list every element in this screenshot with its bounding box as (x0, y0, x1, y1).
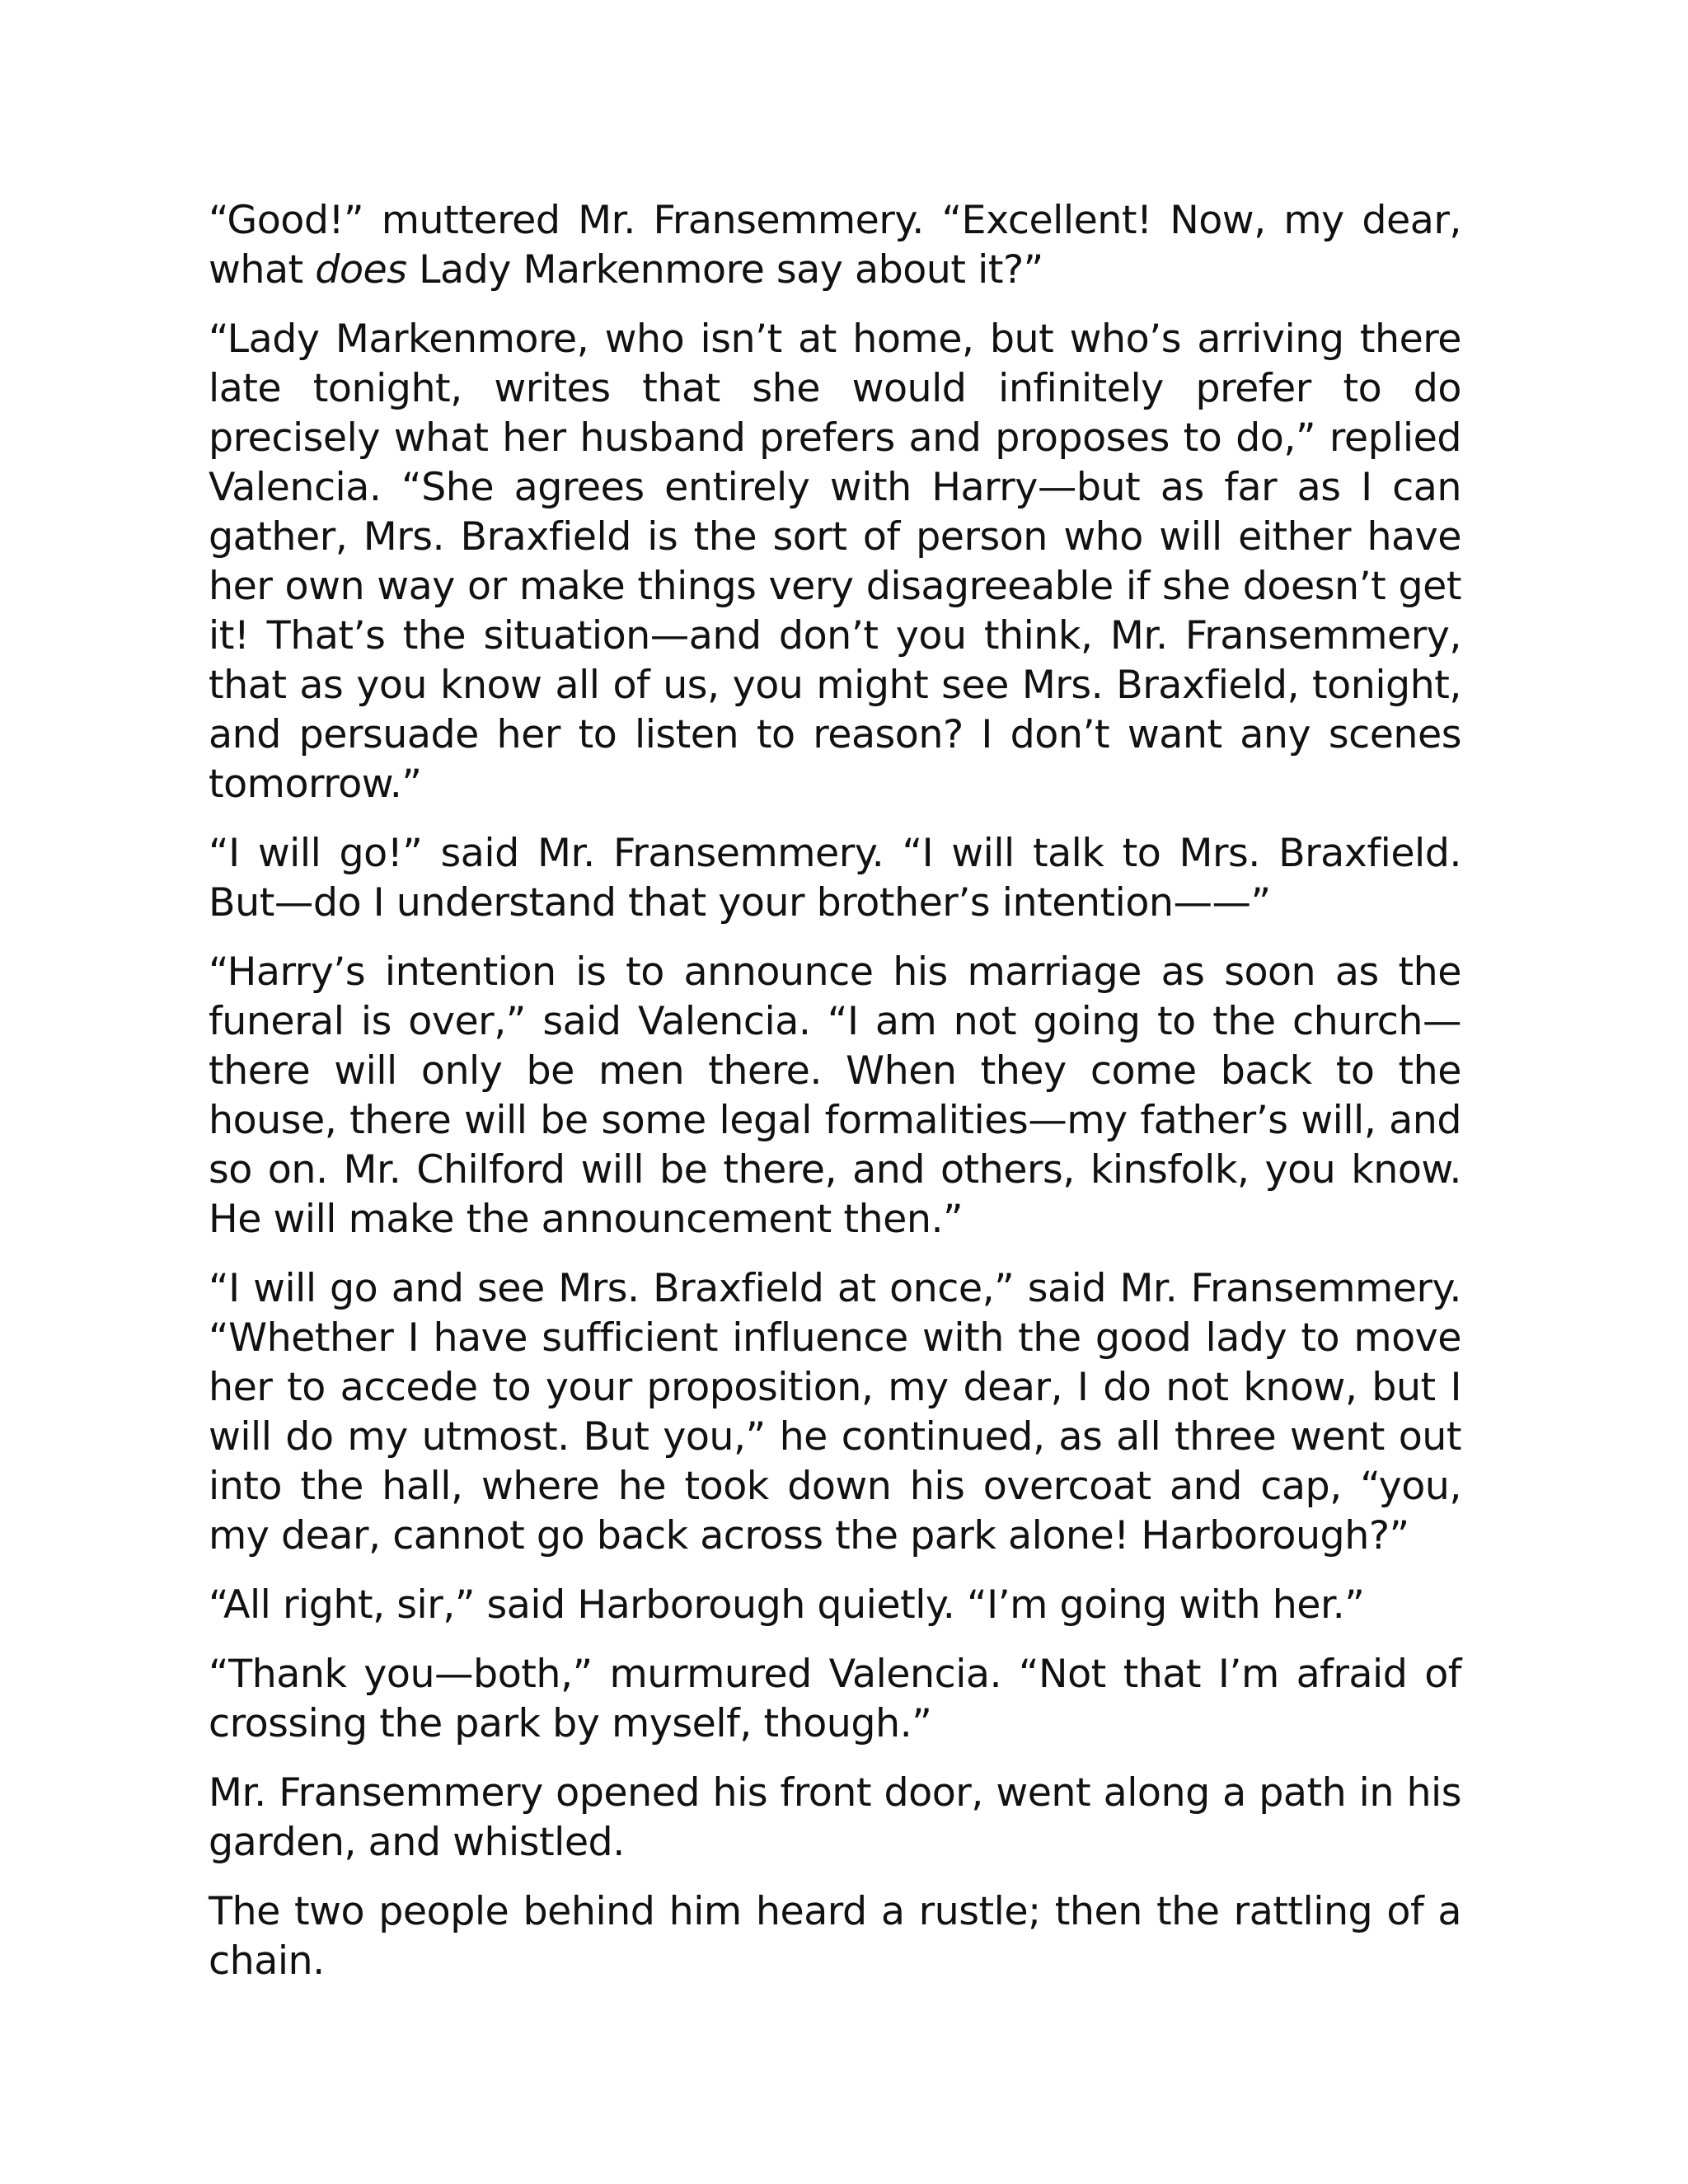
paragraph-1-tail: Lady Markenmore say about it?” (406, 247, 1043, 293)
paragraph-1 (209, 196, 1461, 295)
paragraph-3: “I will go!” said Mr. Fransemmery. “I will talk to Mrs. Braxfield. But—do I understand that your brother’s intention——” (209, 831, 1461, 926)
paragraph-4: “Harry’s intention is to announce his marriage as soon as the funeral is over,” said Valencia. “I am not going to the church—there will only be men there. When they come back to the house, there will be some legal formalities—my father’s will, and so on. Mr. Chilford will be there, and others, kinsfolk, you know. He will make the announcement then.” (209, 949, 1461, 1242)
paragraph-2: “Lady Markenmore, who isn’t at home, but who’s arriving there late tonight, writes that she would infinitely prefer to do precisely what her husband prefers and proposes to do,” replied Valencia. “She agrees entirely with Harry—but as far as I can gather, Mrs. Braxfield is the sort of person who will either have her own way or make things very disagreeable if she doesn’t get it! That’s the situation—and don’t you think, Mr. Fransemmery, that as you know all of us, you might see Mrs. Braxfield, tonight, and persuade her to listen to reason? I don’t want any scenes tomorrow.” (209, 316, 1461, 807)
paragraph-1-lead: “Good!” muttered Mr. Fransemmery. “Excellent! Now, my dear, what (209, 198, 1461, 293)
paragraph-5: “I will go and see Mrs. Braxfield at once,” said Mr. Fransemmery. “Whether I have sufficient influence with the good lady to move her to accede to your proposition, my dear, I do not know, but I will do my utmost. But you,” he continued, as all three went out into the hall, where he took down his overcoat and cap, “you, my dear, cannot go back across the park alone! Harborough?” (209, 1266, 1461, 1558)
paragraph-6: “All right, sir,” said Harborough quietly. “I’m going with her.” (209, 1582, 1365, 1628)
paragraph-9: The two people behind him heard a rustle; then the rattling of a chain. (209, 1889, 1461, 1984)
book-page (209, 196, 1461, 2006)
emphasized-word: does (315, 247, 407, 293)
paragraph-7: “Thank you—both,” murmured Valencia. “Not that I’m afraid of crossing the park by myself, though.” (209, 1652, 1461, 1746)
paragraph-8: Mr. Fransemmery opened his front door, went along a path in his garden, and whistled. (209, 1770, 1461, 1865)
